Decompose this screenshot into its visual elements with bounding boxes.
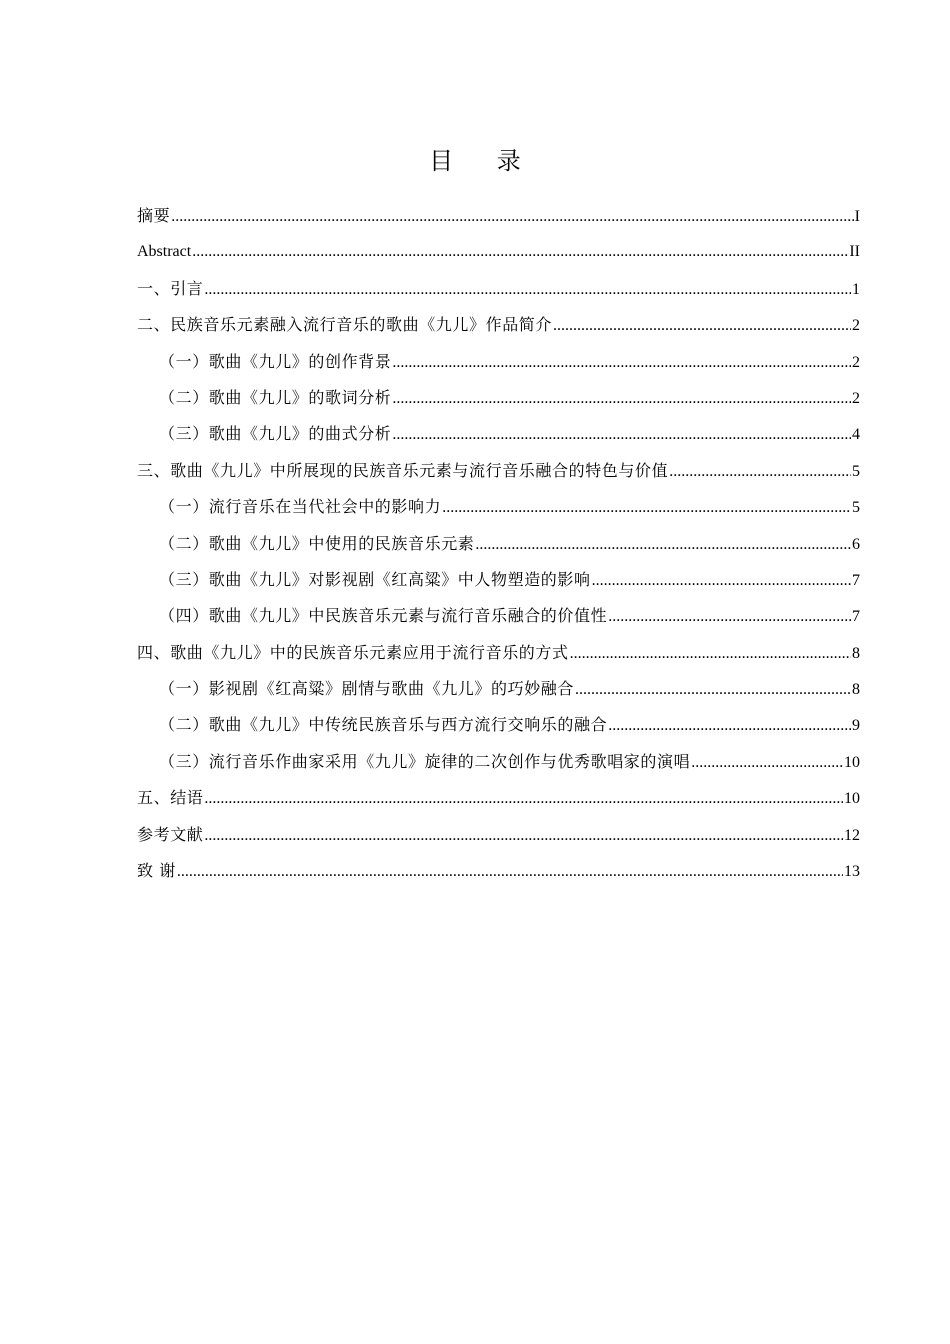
toc-entry-page: 8 bbox=[852, 681, 860, 699]
toc-dot-leader bbox=[171, 199, 853, 235]
toc-entry-label: 致 谢 bbox=[137, 861, 176, 881]
toc-entry-page: 12 bbox=[844, 826, 860, 844]
toc-title: 目 录 bbox=[429, 147, 539, 175]
toc-entry-label: （四）歌曲《九儿》中民族音乐元素与流行音乐融合的价值性 bbox=[159, 606, 608, 626]
toc-entry-page: 2 bbox=[852, 317, 860, 335]
toc-entry-label: （一）流行音乐在当代社会中的影响力 bbox=[159, 497, 442, 517]
toc-dot-leader bbox=[475, 527, 851, 563]
toc-dot-leader bbox=[204, 781, 843, 817]
toc-entry-abstract-cn[interactable] bbox=[137, 198, 860, 234]
toc-entry-section-2-3[interactable] bbox=[137, 416, 860, 452]
toc-entry-page: 10 bbox=[844, 753, 860, 771]
toc-entry-label: 五、结语 bbox=[137, 788, 204, 808]
toc-entry-page: 5 bbox=[852, 499, 860, 517]
toc-entry-label: 三、歌曲《九儿》中所展现的民族音乐元素与流行音乐融合的特色与价值 bbox=[137, 460, 669, 480]
toc-entry-section-3-2[interactable] bbox=[137, 526, 860, 562]
toc-entry-section-4-3[interactable] bbox=[137, 744, 860, 780]
toc-entry-label: （一）影视剧《红高粱》剧情与歌曲《九儿》的巧妙融合 bbox=[159, 679, 575, 699]
toc-entry-page: 1 bbox=[852, 280, 860, 298]
toc-dot-leader bbox=[204, 272, 851, 308]
toc-dot-leader bbox=[392, 417, 851, 453]
toc-dot-leader bbox=[392, 345, 851, 381]
toc-entry-chapter-2[interactable] bbox=[137, 307, 860, 343]
toc-entry-label: （二）歌曲《九儿》中使用的民族音乐元素 bbox=[159, 533, 475, 553]
toc-entry-page: 2 bbox=[852, 389, 860, 407]
toc-entry-references[interactable] bbox=[137, 817, 860, 853]
toc-entry-page: 10 bbox=[844, 790, 860, 808]
toc-entry-label: 二、民族音乐元素融入流行音乐的歌曲《九儿》作品简介 bbox=[137, 315, 553, 335]
toc-entry-label: 一、引言 bbox=[137, 278, 204, 298]
toc-dot-leader bbox=[442, 490, 851, 526]
toc-entry-label: （三）歌曲《九儿》对影视剧《红高粱》中人物塑造的影响 bbox=[159, 569, 591, 589]
toc-dot-leader bbox=[608, 599, 851, 635]
toc-entry-section-3-1[interactable] bbox=[137, 489, 860, 525]
toc-entry-page: II bbox=[849, 243, 860, 261]
toc-entry-label: 摘要 bbox=[137, 206, 171, 225]
toc-entry-label: 四、歌曲《九儿》中的民族音乐元素应用于流行音乐的方式 bbox=[137, 642, 569, 662]
toc-entry-page: 7 bbox=[852, 571, 860, 589]
toc-entry-acknowledgements[interactable] bbox=[137, 853, 860, 889]
toc-entry-chapter-4[interactable] bbox=[137, 635, 860, 671]
toc-entry-page: 4 bbox=[852, 426, 860, 444]
toc-dot-leader bbox=[553, 308, 851, 344]
toc-entry-label: Abstract bbox=[137, 243, 192, 261]
toc-dot-leader bbox=[691, 745, 843, 781]
toc-entry-section-4-2[interactable] bbox=[137, 707, 860, 743]
toc-entry-label: 参考文献 bbox=[137, 824, 204, 844]
toc-dot-leader bbox=[608, 708, 851, 744]
toc-entry-label: （三）歌曲《九儿》的曲式分析 bbox=[159, 424, 392, 444]
toc-entry-page: I bbox=[854, 208, 860, 225]
toc-dot-leader bbox=[575, 672, 851, 708]
toc-entry-label: （一）歌曲《九儿》的创作背景 bbox=[159, 351, 392, 371]
toc-entry-page: 2 bbox=[852, 353, 860, 371]
toc-entry-page: 8 bbox=[852, 644, 860, 662]
toc-entry-chapter-3[interactable] bbox=[137, 453, 860, 489]
toc-dot-leader bbox=[177, 854, 843, 890]
toc-entry-page: 9 bbox=[852, 717, 860, 735]
toc-entry-page: 7 bbox=[852, 608, 860, 626]
toc-dot-leader bbox=[570, 636, 851, 672]
toc-entry-page: 13 bbox=[844, 863, 860, 881]
toc-dot-leader bbox=[392, 381, 851, 417]
toc-dot-leader bbox=[669, 454, 851, 490]
toc-entry-abstract-en[interactable] bbox=[137, 234, 860, 270]
toc-entry-label: （三）流行音乐作曲家采用《九儿》旋律的二次创作与优秀歌唱家的演唱 bbox=[159, 751, 691, 771]
toc-entry-section-4-1[interactable] bbox=[137, 671, 860, 707]
toc-dot-leader bbox=[192, 234, 848, 270]
toc-entry-page: 6 bbox=[852, 535, 860, 553]
toc-entry-label: （二）歌曲《九儿》中传统民族音乐与西方流行交响乐的融合 bbox=[159, 715, 608, 735]
toc-entry-section-3-3[interactable] bbox=[137, 562, 860, 598]
toc-dot-leader bbox=[592, 563, 851, 599]
table-of-contents bbox=[137, 198, 860, 889]
toc-dot-leader bbox=[204, 818, 843, 854]
toc-entry-introduction[interactable] bbox=[137, 271, 860, 307]
toc-entry-page: 5 bbox=[852, 462, 860, 480]
toc-entry-section-2-1[interactable] bbox=[137, 344, 860, 380]
toc-entry-label: （二）歌曲《九儿》的歌词分析 bbox=[159, 387, 392, 407]
toc-entry-section-2-2[interactable] bbox=[137, 380, 860, 416]
toc-entry-conclusion[interactable] bbox=[137, 780, 860, 816]
toc-entry-section-3-4[interactable] bbox=[137, 598, 860, 634]
